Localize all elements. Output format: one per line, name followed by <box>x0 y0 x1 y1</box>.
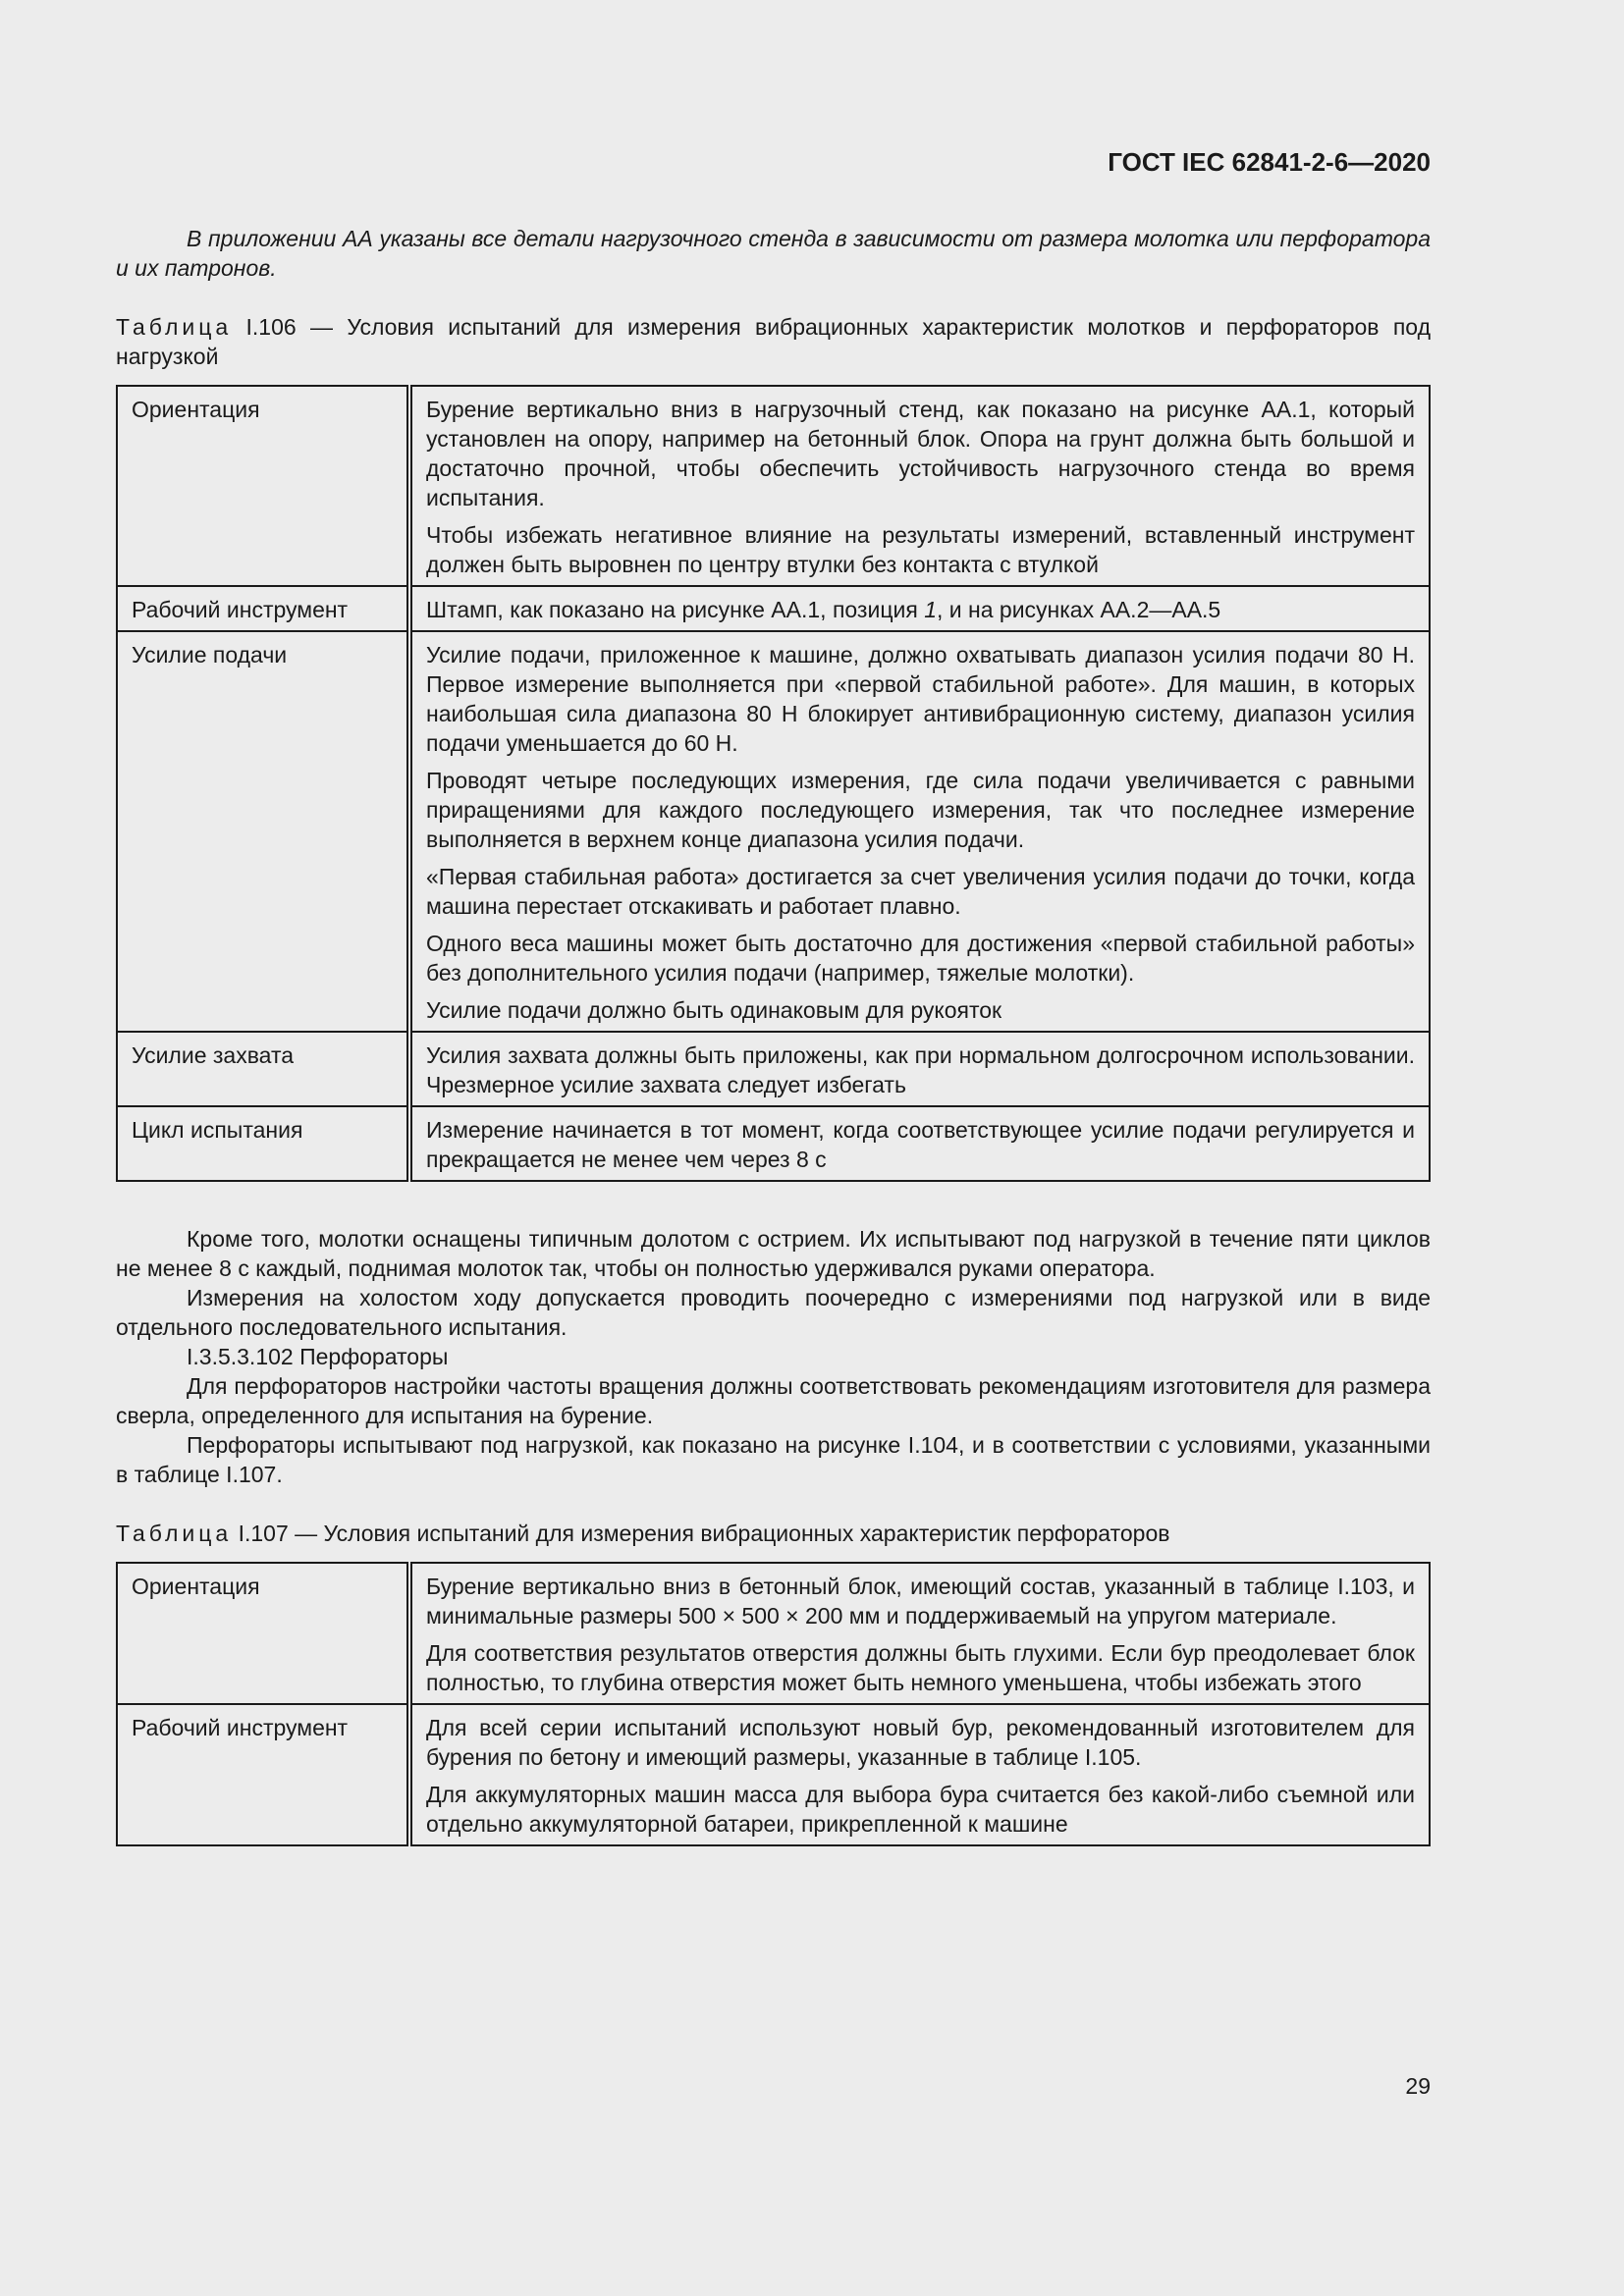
cell-paragraph: Проводят четыре последующих измерения, где сила подачи увеличивается с равными приращениями для каждого последующего измерения, так что последнее измерение выполняется в верхнем конце диапазона усилия подачи. <box>426 768 1415 852</box>
table-i106-caption <box>116 312 1431 371</box>
row-label: Усилие подачи <box>117 631 409 1032</box>
caption-word: Таблица <box>116 314 233 340</box>
cell-paragraph: Для соответствия результатов отверстия должны быть глухими. Если бур преодолевает блок полностью, то глубина отверстия может быть немного уменьшена, чтобы избежать этого <box>426 1640 1415 1695</box>
caption-text: I.107 — Условия испытаний для измерения вибрационных характеристик перфораторов <box>238 1521 1170 1546</box>
body-paragraph: Для перфораторов настройки частоты вращения должны соответствовать рекомендациям изготовителя для размера сверла, определенного для испытания на бурение. <box>116 1373 1431 1428</box>
cell-paragraph: Бурение вертикально вниз в бетонный блок, имеющий состав, указанный в таблице I.103, и минимальные размеры 500 × 500 × 200 мм и поддерживаемый на упругом материале. <box>426 1574 1415 1629</box>
table-row <box>117 631 1430 1032</box>
text-after: , и на рисунках АА.2—АА.5 <box>937 597 1221 622</box>
cell-paragraph: Для аккумуляторных машин масса для выбора бура считается без какой-либо съемной или отдельно аккумуляторной батареи, прикрепленной к машине <box>426 1782 1415 1837</box>
table-i107-caption <box>116 1519 1431 1548</box>
body-text <box>116 1224 1431 1489</box>
cell-paragraph: Бурение вертикально вниз в нагрузочный стенд, как показано на рисунке АА.1, который установлен на опору, например на бетонный блок. Опора на грунт должна быть большой и достаточно прочной, чтобы обеспечить устойчивость нагрузочного стенда во время испытания. <box>426 397 1415 510</box>
standard-header: ГОСТ IEC 62841-2-6—2020 <box>1108 147 1431 177</box>
row-label: Ориентация <box>117 1563 409 1704</box>
table-row <box>117 1563 1430 1704</box>
row-label: Цикл испытания <box>117 1106 409 1181</box>
row-label: Усилие захвата <box>117 1032 409 1106</box>
caption-text: I.106 — Условия испытаний для измерения вибрационных характеристик молотков и перфораторов под нагрузкой <box>116 314 1431 369</box>
table-i106-block <box>116 312 1431 1182</box>
caption-word: Таблица <box>116 1521 233 1546</box>
cell-paragraph: Усилие подачи должно быть одинаковым для рукояток <box>426 997 1002 1023</box>
row-content <box>409 1032 1430 1106</box>
cell-paragraph: Усилие подачи, приложенное к машине, должно охватывать диапазон усилия подачи 80 Н. Первое измерение выполняется при «первой стабильной работе». Для машин, в которых наибольшая сила диапазона 80 Н блокирует антивибрационную систему, диапазон усилия подачи уменьшается до 60 Н. <box>426 642 1415 756</box>
cell-paragraph: Чтобы избежать негативное влияние на результаты измерений, вставленный инструмент должен быть выровнен по центру втулки без контакта с втулкой <box>426 522 1415 577</box>
row-content <box>409 1704 1430 1845</box>
page-number: 29 <box>1405 2073 1431 2099</box>
row-label: Рабочий инструмент <box>117 586 409 631</box>
row-label: Ориентация <box>117 386 409 586</box>
row-content <box>409 1563 1430 1704</box>
position-number: 1 <box>924 597 937 622</box>
row-content <box>409 386 1430 586</box>
intro-paragraph: В приложении АА указаны все детали нагрузочного стенда в зависимости от размера молотка или перфоратора и их патронов. <box>116 226 1431 281</box>
cell-paragraph: «Первая стабильная работа» достигается за счет увеличения усилия подачи до точки, когда машина перестает отскакивать и работает плавно. <box>426 864 1415 919</box>
cell-paragraph: Для всей серии испытаний используют новый бур, рекомендованный изготовителем для бурения по бетону и имеющий размеры, указанные в таблице I.105. <box>426 1715 1415 1770</box>
cell-paragraph: Измерение начинается в тот момент, когда соответствующее усилие подачи регулируется и прекращается не менее чем через 8 с <box>426 1117 1415 1172</box>
cell-paragraph: Одного веса машины может быть достаточно для достижения «первой стабильной работы» без дополнительного усилия подачи (например, тяжелые молотки). <box>426 931 1415 986</box>
table-i106 <box>116 385 1431 1182</box>
text-before: Штамп, как показано на рисунке АА.1, позиция <box>426 597 925 622</box>
table-row <box>117 386 1430 586</box>
table-row <box>117 1032 1430 1106</box>
table-row <box>117 1106 1430 1181</box>
section-heading: I.3.5.3.102 Перфораторы <box>187 1344 449 1369</box>
cell-paragraph: Усилия захвата должны быть приложены, как при нормальном долгосрочном использовании. Чрезмерное усилие захвата следует избегать <box>426 1042 1415 1097</box>
body-paragraph: Измерения на холостом ходу допускается проводить поочередно с измерениями под нагрузкой или в виде отдельного последовательного испытания. <box>116 1285 1431 1340</box>
table-row <box>117 1704 1430 1845</box>
row-content <box>409 586 1430 631</box>
body-paragraph: Кроме того, молотки оснащены типичным долотом с острием. Их испытывают под нагрузкой в течение пяти циклов не менее 8 с каждый, поднимая молоток так, чтобы он полностью удерживался руками оператора. <box>116 1226 1431 1281</box>
table-row <box>117 586 1430 631</box>
row-content <box>409 1106 1430 1181</box>
row-content <box>409 631 1430 1032</box>
table-i107-block <box>116 1519 1431 1846</box>
body-paragraph: Перфораторы испытывают под нагрузкой, как показано на рисунке I.104, и в соответствии с условиями, указанными в таблице I.107. <box>116 1432 1431 1487</box>
row-label: Рабочий инструмент <box>117 1704 409 1845</box>
cell-paragraph <box>426 595 1415 624</box>
table-i107 <box>116 1562 1431 1846</box>
